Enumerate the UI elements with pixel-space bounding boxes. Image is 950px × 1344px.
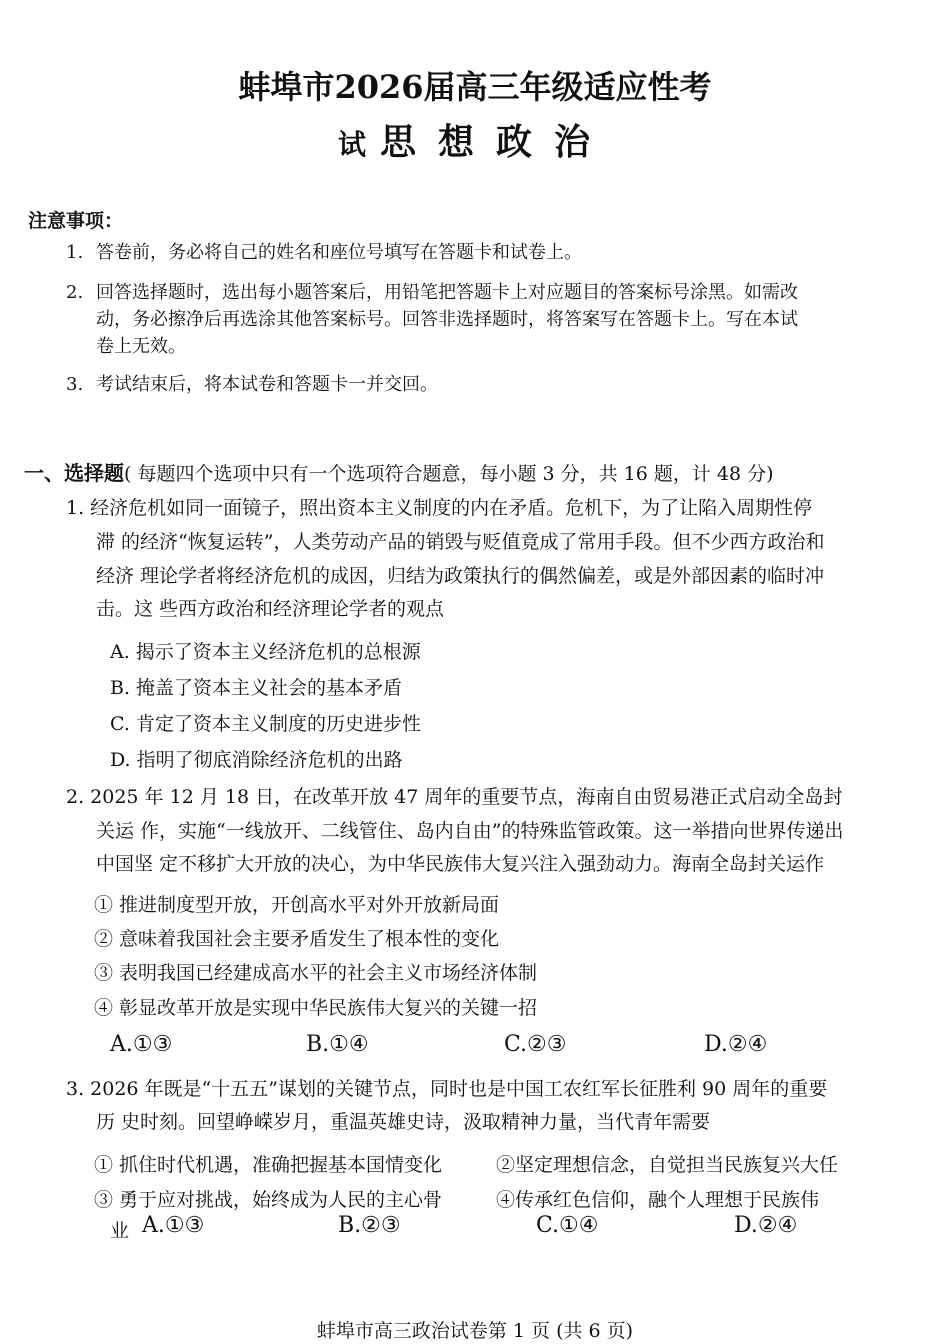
q3-statement-4-tail: 业 [110, 1220, 130, 1242]
q1-option-b: B. 掩盖了资本主义社会的基本矛盾 [110, 677, 403, 699]
q3-choice-d: D.②④ [734, 1213, 798, 1238]
exam-title: 蚌埠市2026届高三年级适应性考 [238, 68, 712, 106]
q2-choice-b: B.①④ [306, 1032, 369, 1057]
note-item-1 [66, 238, 582, 268]
q2-line-2: 关运 作，实施“一线放开、二线管住、岛内自由”的特殊监管政策。这一举措向世界传递出 [96, 820, 844, 842]
q1-option-d: D. 指明了彻底消除经济危机的出路 [110, 749, 403, 771]
q2-statement-4: ④ 彰显改革开放是实现中华民族伟大复兴的关键一招 [94, 997, 538, 1019]
q1-line-4: 击。这 些西方政治和经济理论学者的观点 [96, 598, 445, 620]
note-number: 2. [66, 282, 84, 303]
page-footer: 蚌埠市高三政治试卷第 1 页 (共 6 页) [316, 1320, 634, 1342]
q3-choice-c: C.①④ [536, 1213, 599, 1238]
section-heading [24, 457, 774, 486]
exam-subtitle [0, 114, 950, 165]
note-text: 回答选择题时，选出每小题答案后，用铅笔把答题卡上对应题目的答案标号涂黑。如需改 [96, 282, 798, 303]
note-text: 答卷前，务必将自己的姓名和座位号填写在答题卡和试卷上。 [96, 242, 582, 263]
q3-statement-3: ③ 勇于应对挑战，始终成为人民的主心骨 [94, 1189, 443, 1211]
note-text-continued: 卷上无效。 [96, 336, 186, 357]
note-number: 3. [66, 374, 84, 395]
q1-option-a: A. 揭示了资本主义经济危机的总根源 [110, 641, 421, 663]
q2-statement-1: ① 推进制度型开放，开创高水平对外开放新局面 [94, 894, 500, 916]
subject-name: 思想政治 [380, 121, 613, 163]
q3-choice-b: B.②③ [338, 1213, 401, 1238]
q2-line-3: 中国坚 定不移扩大开放的决心，为中华民族伟大复兴注入强劲动力。海南全岛封关运作 [96, 853, 825, 875]
q2-statement-3: ③ 表明我国已经建成高水平的社会主义市场经济体制 [94, 962, 538, 984]
q3-choice-a: A.①③ [142, 1213, 205, 1238]
q3-line-2: 历 史时刻。回望峥嵘岁月，重温英雄史诗，汲取精神力量，当代青年需要 [96, 1111, 711, 1133]
note-text: 考试结束后，将本试卷和答题卡一并交回。 [96, 374, 438, 395]
subtitle-prefix: 试 [337, 128, 366, 161]
section-label: 一、选择题 [24, 461, 124, 485]
note-text-continued: 动，务必擦净后再选涂其他答案标号。回答非选择题时，将答案写在答题卡上。写在本试 [96, 309, 798, 330]
note-item-2 [66, 278, 798, 308]
q1-line-3: 经济 理论学者将经济危机的成因，归结为政策执行的偶然偏差，或是外部因素的临时冲 [96, 565, 825, 587]
q3-line-1: 3. 2026 年既是“十五五”谋划的关键节点，同时也是中国工农红军长征胜利 90 周年的重要 [66, 1078, 828, 1100]
note-item-3 [66, 370, 438, 400]
q3-statement-4: ④传承红色信仰，融个人理想于民族伟 [496, 1189, 820, 1211]
q1-line-1: 1. 经济危机如同一面镜子，照出资本主义制度的内在矛盾。危机下，为了让陷入周期性停 [66, 497, 813, 519]
q1-option-c: C. 肯定了资本主义制度的历史进步性 [110, 713, 421, 735]
q3-statement-2: ②坚定理想信念，自觉担当民族复兴大任 [496, 1154, 839, 1176]
note-number: 1. [66, 242, 84, 263]
notes-heading: 注意事项： [28, 210, 124, 232]
q2-line-1: 2. 2025 年 12 月 18 日，在改革开放 47 周年的重要节点，海南自由贸易港正式启动全岛封 [66, 786, 843, 808]
q2-statement-2: ② 意味着我国社会主要矛盾发生了根本性的变化 [94, 928, 500, 950]
section-description: ( 每题四个选项中只有一个选项符合题意，每小题 3 分，共 16 题，计 48 分) [124, 463, 774, 485]
q3-statement-1: ① 抓住时代机遇，准确把握基本国情变化 [94, 1154, 443, 1176]
q2-choice-a: A.①③ [110, 1032, 173, 1057]
q1-line-2: 滞 的经济“恢复运转”，人类劳动产品的销毁与贬值竟成了常用手段。但不少西方政治和 [96, 531, 825, 553]
q2-choice-c: C.②③ [504, 1032, 567, 1057]
q2-choice-d: D.②④ [704, 1032, 768, 1057]
